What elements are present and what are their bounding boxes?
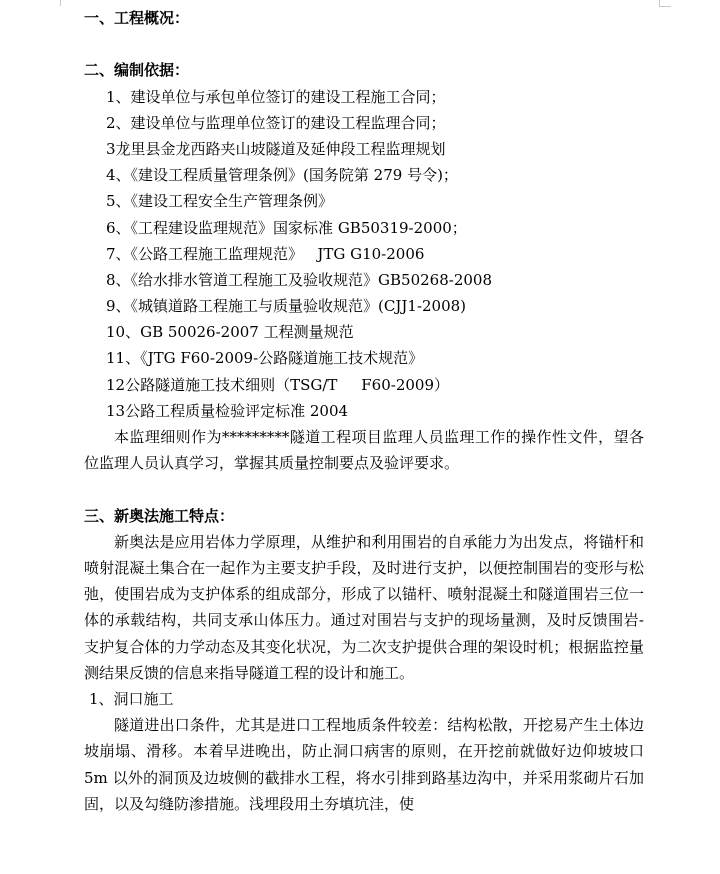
section-1-heading: 一、工程概况： [84, 9, 190, 27]
section-2-closing-paragraph: 本监理细则作为*********隧道工程项目监理人员监理工作的操作性文件，望各位监理人员认真学习，掌握其质量控制要点及验评要求。 [84, 428, 644, 473]
reference-item: 13公路工程质量检验评定标准 2004 [106, 401, 349, 420]
reference-item: 12公路隧道施工技术细则（TSG/T F60-2009） [106, 375, 449, 394]
section-3-heading: 三、新奥法施工特点： [84, 506, 235, 525]
section-3-paragraph: 新奥法是应用岩体力学原理，从维护和利用围岩的自承能力为出发点，将锚杆和喷射混凝土集合在一起作为主要支护手段，及时进行支护，以便控制围岩的变形与松弛，使围岩成为支护体系的组成部分，形成了以锚杆、喷射混凝土和隧道围岩三位一体的承载结构，共同支承山体压力。通过对围岩与支护的现场量测，及时反馈围岩-支护复合体的力学动态及其变化状况，为二次支护提供合理的架设时机；根据监控量测结果反馈的信息来指导隧道工程的设计和施工。 [84, 532, 644, 682]
reference-item: 8、《给水排水管道工程施工及验收规范》GB50268-2008 [106, 270, 493, 289]
reference-item: 3龙里县金龙西路夹山坡隧道及延伸段工程监理规划 [106, 139, 446, 158]
reference-item: 10、GB 50026-2007 工程测量规范 [106, 323, 354, 342]
section-2-heading: 二、编制依据： [84, 61, 190, 80]
reference-item: 7、《公路工程施工监理规范》 JTG G10-2006 [106, 244, 425, 263]
subsection-paragraph: 隧道进出口条件，尤其是进口工程地质条件较差：结构松散，开挖易产生土体边坡崩塌、滑移。本着早进晚出，防止洞口病害的原则，在开挖前就做好边仰坡坡口 5m 以外的洞顶及边坡侧的截排水工程，将水引排到路基边沟中，并采用浆砌片石加固，以及勾缝防渗措施。浅埋段用土夯填坑洼，使 [84, 716, 644, 813]
reference-item: 11、《JTG F60-2009-公路隧道施工技术规范》 [106, 349, 424, 368]
document-body [84, 5, 644, 817]
reference-item: 6、《工程建设监理规范》国家标准 GB50319-2000； [106, 218, 467, 237]
blank-line [84, 476, 644, 502]
reference-item: 5、《建设工程安全生产管理条例》 [106, 192, 334, 211]
crop-mark-top-left [60, 0, 61, 6]
crop-mark-top-right-h [659, 6, 671, 7]
reference-item: 2、建设单位与监理单位签订的建设工程监理合同； [106, 113, 446, 132]
blank-line [84, 31, 644, 57]
reference-item: 9、《城镇道路工程施工与质量验收规范》(CJJ1-2008) [106, 297, 467, 316]
reference-list [84, 84, 644, 424]
subsection-heading: 1、洞口施工 [89, 690, 174, 708]
reference-item: 1、建设单位与承包单位签订的建设工程施工合同； [106, 87, 446, 106]
reference-item: 4、《建设工程质量管理条例》(国务院第 279 号令)； [106, 166, 458, 185]
